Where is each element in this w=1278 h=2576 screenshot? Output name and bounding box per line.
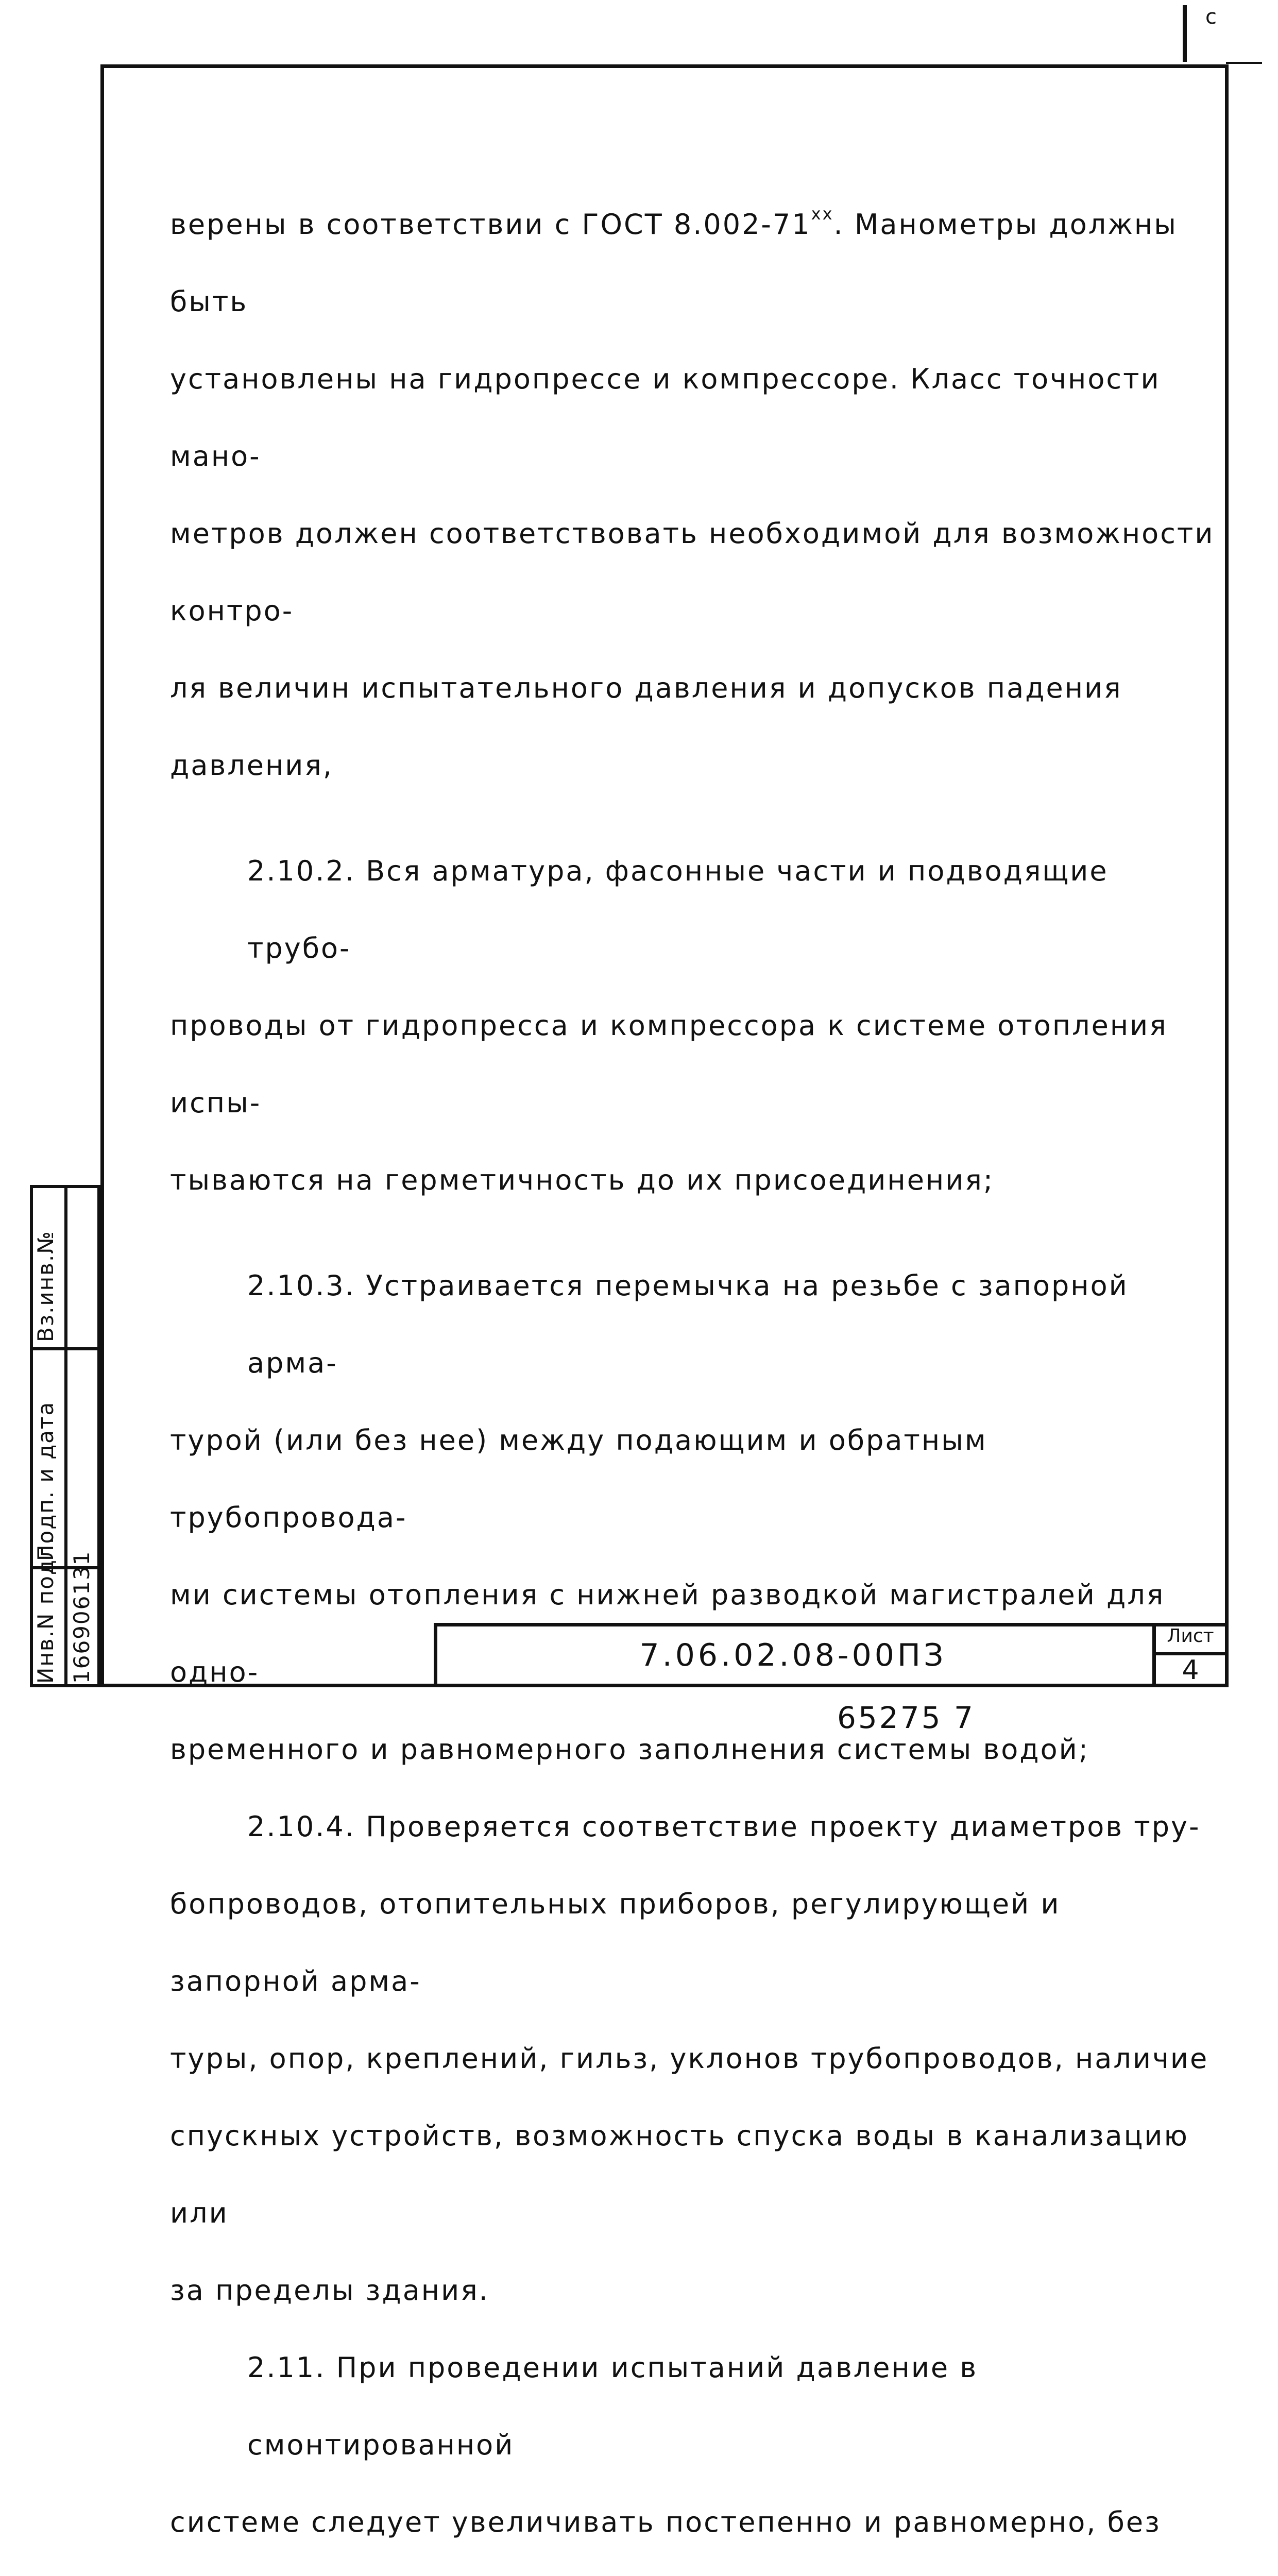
body-text (170, 175, 1216, 2576)
text-line (170, 175, 1216, 341)
text-line: 2.10.3. Устраивается перемычка на резьбе с запорной арма- (247, 1269, 1129, 1379)
text-line: 2.11. При проведении испытаний давление в смонтированной (247, 2351, 978, 2461)
bottom-number: 65275 7 (837, 1700, 975, 1735)
frame-tick (1226, 62, 1262, 64)
text-segment: верены в соответствии с ГОСТ 8.002-71 (170, 208, 811, 241)
text-line: метров должен соответствовать необходимой для возможности контро- (170, 517, 1215, 627)
sheet-label: Лист (1167, 1625, 1214, 1647)
sheet-number: 4 (1182, 1655, 1199, 1686)
text-line: за пределы здания. (170, 2274, 489, 2307)
stamp-column-divider (64, 1185, 67, 1687)
corner-binding-line (1183, 5, 1187, 62)
text-line: ми системы отопления с нижней разводкой магистралей для одно- (170, 1579, 1165, 1688)
text-line: тываются на герметичность до их присоединения; (170, 1164, 995, 1196)
text-line: 2.10.2. Вся арматура, фасонные части и подводящие трубо- (247, 855, 1109, 964)
superscript: xx (811, 204, 834, 224)
sign-date-label: Подп. и дата (33, 1401, 58, 1561)
text-line: проводы от гидропресса и компрессора к системе отопления испы- (170, 1009, 1168, 1119)
text-line: бопроводов, отопительных приборов, регулирующей и запорной арма- (170, 1888, 1061, 1997)
text-line: 2.10.4. Проверяется соответствие проекту диаметров тру- (247, 1810, 1201, 1843)
text-line: спускных устройств, возможность спуска воды в канализацию или (170, 2120, 1189, 2229)
text-line: установлены на гидропрессе и компрессоре. Класс точности мано- (170, 363, 1161, 472)
document-code: 7.06.02.08-00ПЗ (639, 1637, 947, 1673)
text-line: турой (или без нее) между подающим и обратным трубопровода- (170, 1424, 987, 1534)
stamp-row-divider (30, 1347, 100, 1350)
replaced-inv-label: Вз.инв.№ (33, 1230, 58, 1342)
text-line: туры, опор, креплений, гильз, уклонов трубопроводов, наличие (170, 2042, 1209, 2075)
text-line: ля величин испытательного давления и допусков падения давления, (170, 672, 1122, 782)
corner-mark: с (1205, 5, 1217, 29)
text-line (170, 2561, 1216, 2576)
text-segment: . Манометры должны быть (170, 208, 1178, 318)
inv-no-label: Инв.N подл. (33, 1536, 58, 1684)
text-line: временного и равномерного заполнения системы водой; (170, 1733, 1089, 1766)
inv-no-value: 166906131 (69, 1550, 94, 1684)
text-line: системе следует увеличивать постепенно и равномерно, без (170, 2506, 1161, 2538)
